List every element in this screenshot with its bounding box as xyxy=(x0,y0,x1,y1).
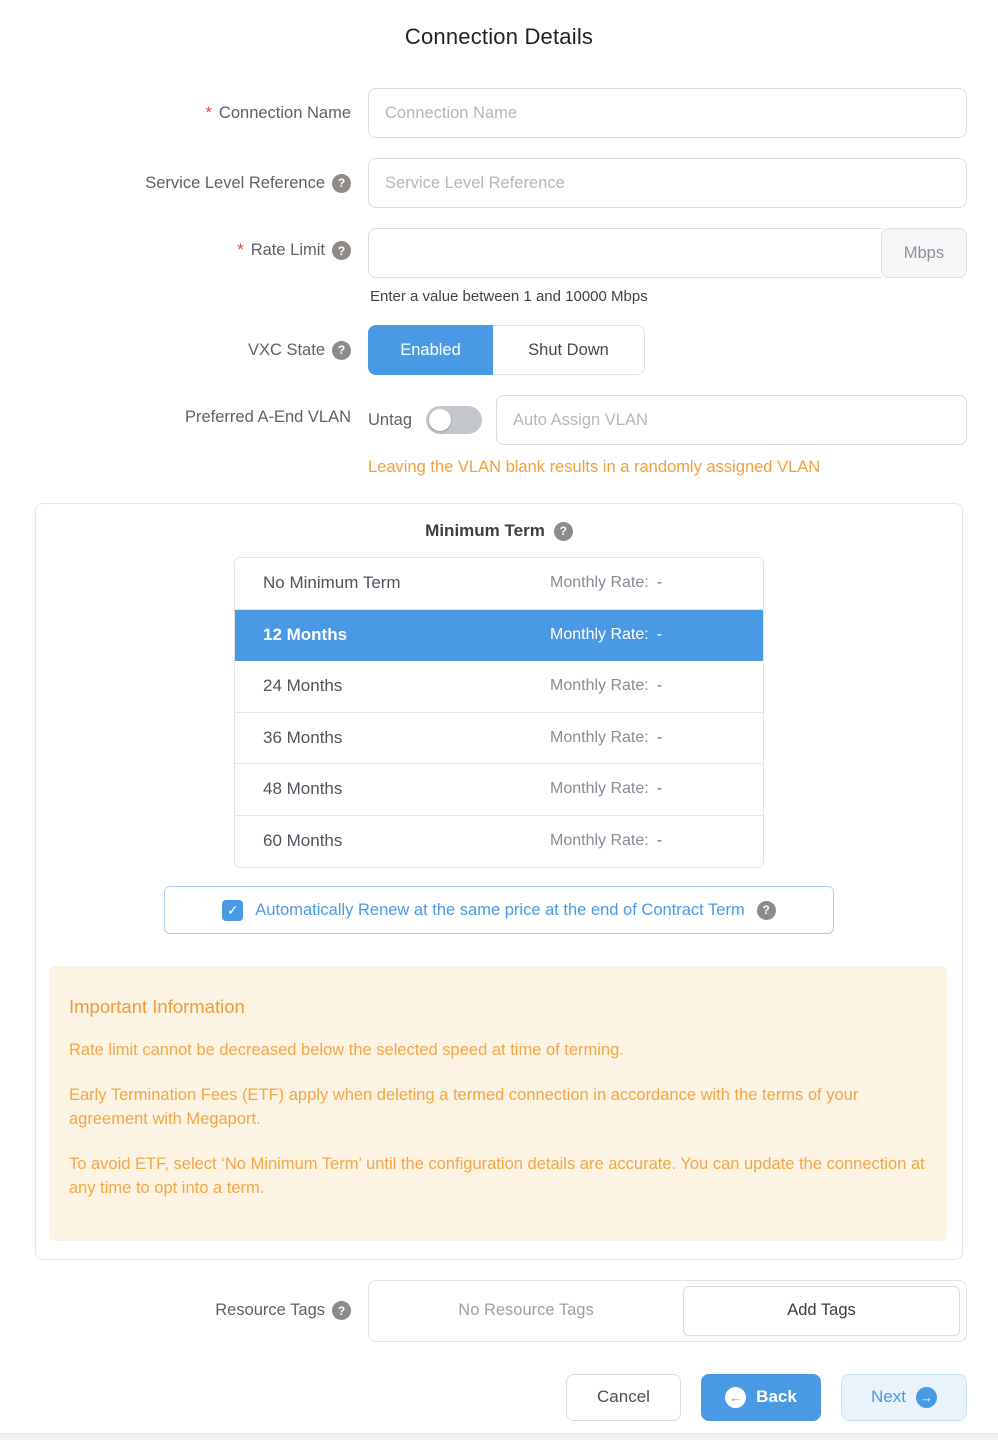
vxc-state-shutdown-button[interactable]: Shut Down xyxy=(493,325,645,375)
term-option-12-months[interactable]: 12 Months Monthly Rate: - xyxy=(235,610,763,662)
important-information-box xyxy=(49,966,947,1241)
action-buttons xyxy=(0,1374,967,1421)
toggle-knob-icon xyxy=(429,409,451,431)
monthly-rate: Monthly Rate: - xyxy=(550,677,663,695)
footer-divider xyxy=(0,1433,998,1440)
rate-limit-label: * Rate Limit ? xyxy=(0,228,351,260)
rate-limit-unit: Mbps xyxy=(881,228,967,278)
back-button[interactable]: ← Back xyxy=(701,1374,821,1421)
connection-name-row xyxy=(0,88,998,138)
required-asterisk: * xyxy=(237,241,244,259)
vxc-state-segmented-control xyxy=(368,325,645,375)
term-option-no-minimum[interactable]: No Minimum Term Monthly Rate: - xyxy=(235,558,763,610)
required-asterisk: * xyxy=(205,103,212,122)
minimum-term-card xyxy=(35,503,963,1260)
auto-renew-checkbox-row[interactable] xyxy=(164,886,834,934)
connection-name-input[interactable] xyxy=(368,88,967,138)
connection-name-label: * Connection Name xyxy=(205,103,351,122)
next-arrow-icon: → xyxy=(916,1387,937,1408)
rate-limit-helper-text: Enter a value between 1 and 10000 Mbps xyxy=(370,288,648,305)
help-icon[interactable]: ? xyxy=(332,341,351,360)
vxc-state-enabled-button[interactable]: Enabled xyxy=(368,325,493,375)
cancel-button[interactable]: Cancel xyxy=(566,1374,681,1421)
service-level-reference-input[interactable] xyxy=(368,158,967,208)
preferred-a-end-vlan-row xyxy=(0,395,998,477)
untag-label: Untag xyxy=(368,410,413,429)
page-title: Connection Details xyxy=(404,24,594,49)
monthly-rate: Monthly Rate: - xyxy=(550,728,663,746)
auto-renew-label: Automatically Renew at the same price at the end of Contract Term xyxy=(255,900,745,919)
help-icon[interactable]: ? xyxy=(332,1301,351,1320)
term-option-60-months[interactable]: 60 Months Monthly Rate: - xyxy=(235,816,763,868)
back-arrow-icon: ← xyxy=(725,1387,746,1408)
help-icon[interactable]: ? xyxy=(554,522,573,541)
rate-limit-input[interactable] xyxy=(368,228,882,278)
help-icon[interactable]: ? xyxy=(332,174,351,193)
term-option-48-months[interactable]: 48 Months Monthly Rate: - xyxy=(235,764,763,816)
resource-tags-box xyxy=(368,1280,967,1342)
help-icon[interactable]: ? xyxy=(757,901,776,920)
monthly-rate: Monthly Rate: - xyxy=(550,625,663,643)
minimum-term-list xyxy=(234,557,764,868)
help-icon[interactable]: ? xyxy=(332,241,351,260)
monthly-rate: Monthly Rate: - xyxy=(550,574,663,592)
info-paragraph: Early Termination Fees (ETF) apply when deleting a termed connection in accordance with the terms of your agreement with Megaport. xyxy=(69,1085,859,1128)
service-level-reference-label: Service Level Reference ? xyxy=(0,174,351,193)
term-option-36-months[interactable]: 36 Months Monthly Rate: - xyxy=(235,713,763,765)
service-level-reference-row xyxy=(0,158,998,208)
term-option-24-months[interactable]: 24 Months Monthly Rate: - xyxy=(235,661,763,713)
checkbox-checked-icon[interactable]: ✓ xyxy=(222,900,243,921)
monthly-rate: Monthly Rate: - xyxy=(550,832,663,850)
important-information-title: Important Information xyxy=(69,996,245,1017)
preferred-a-end-vlan-label: Preferred A-End VLAN xyxy=(185,408,351,426)
minimum-term-title: Minimum Term ? xyxy=(36,521,962,541)
monthly-rate: Monthly Rate: - xyxy=(550,780,663,798)
resource-tags-row xyxy=(0,1280,998,1342)
vxc-state-label: VXC State ? xyxy=(0,341,351,360)
rate-limit-input-group xyxy=(368,228,967,278)
info-paragraph: Rate limit cannot be decreased below the selected speed at time of terming. xyxy=(69,1041,624,1059)
resource-tags-label: Resource Tags ? xyxy=(0,1301,351,1320)
info-paragraph: To avoid ETF, select ‘No Minimum Term’ until the configuration details are accurate. You can update the connection at any time to opt into a term. xyxy=(69,1154,925,1197)
vlan-note-text: Leaving the VLAN blank results in a randomly assigned VLAN xyxy=(368,458,821,476)
connection-details-form xyxy=(0,88,998,477)
add-tags-button[interactable]: Add Tags xyxy=(683,1286,960,1336)
rate-limit-row xyxy=(0,228,998,305)
no-resource-tags-text: No Resource Tags xyxy=(458,1301,594,1320)
next-button[interactable]: Next → xyxy=(841,1374,967,1421)
vlan-input[interactable] xyxy=(496,395,967,445)
vxc-state-row xyxy=(0,325,998,375)
untag-toggle[interactable] xyxy=(426,406,482,434)
